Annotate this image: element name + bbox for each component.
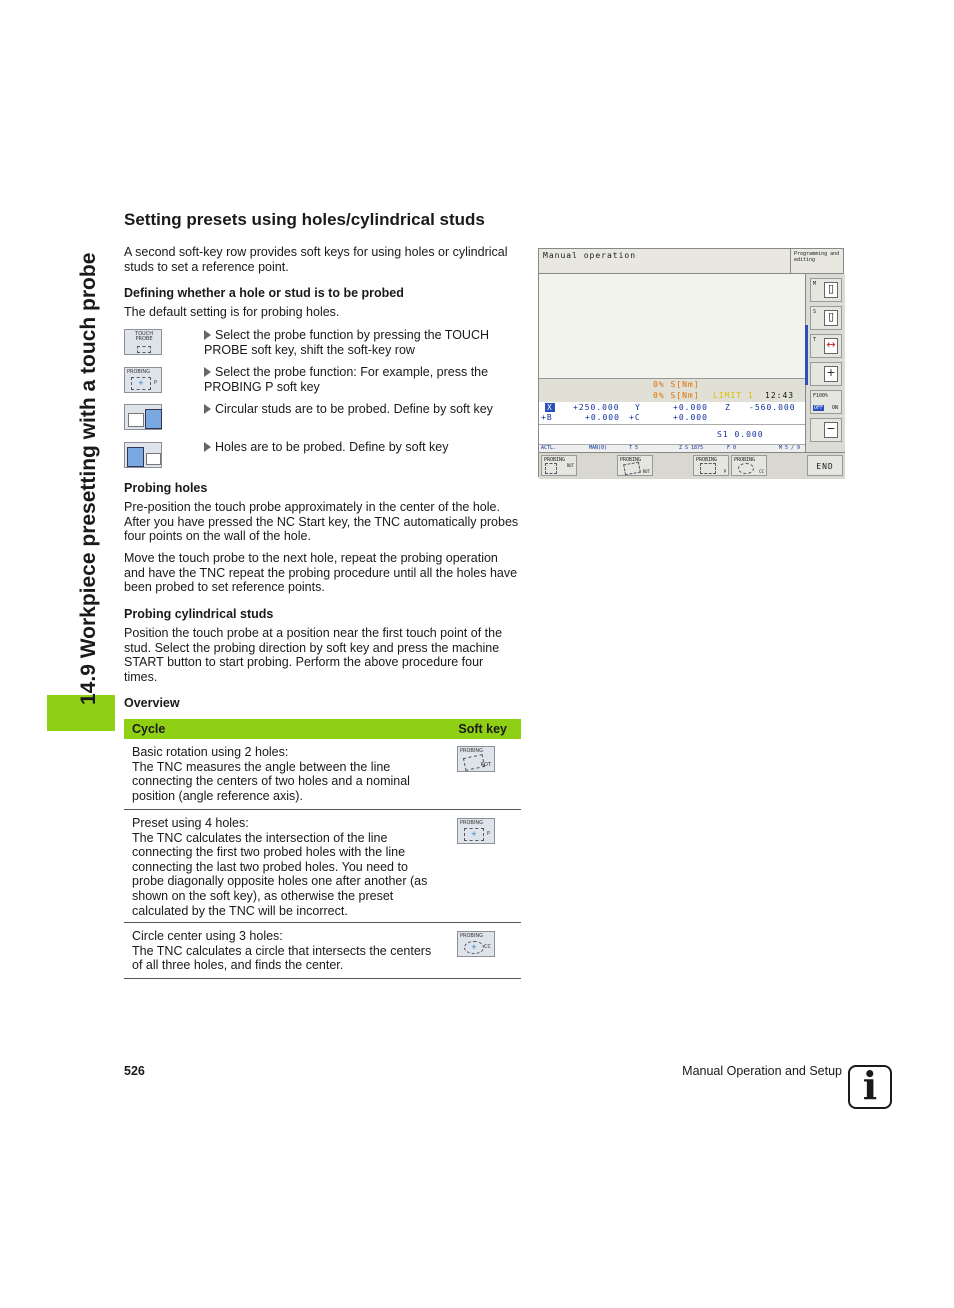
key-label: F100% (813, 393, 829, 399)
key-sub: P (723, 469, 726, 474)
crosshair-icon: + (471, 830, 477, 838)
step-4 (204, 440, 514, 455)
table-header (124, 719, 521, 739)
screen-key-minus (810, 418, 842, 442)
page-number: 526 (124, 1064, 145, 1078)
screen-main-area (539, 274, 805, 378)
key-label: S (813, 309, 817, 315)
softkey-label: PROBING (460, 933, 483, 939)
screen-softkey-4 (731, 455, 767, 476)
row-title: Basic rotation using 2 holes: (132, 745, 289, 759)
screen-key-plus (810, 362, 842, 386)
key-label: PROBING (544, 457, 566, 463)
screen-status-area (539, 378, 805, 402)
footer-title: Manual Operation and Setup (682, 1064, 842, 1078)
step-2 (204, 365, 514, 394)
info-tool: T 5 (629, 445, 639, 451)
step-text: Holes are to be probed. Define by soft key (215, 440, 449, 454)
overview-table (124, 719, 521, 979)
softkey-sub: P (153, 380, 157, 386)
intro-text: A second soft-key row provides soft keys for using holes or cylindrical studs to set a reference point. (124, 245, 508, 274)
screen-horizontal-softkeys (539, 452, 845, 479)
axis-b: +B (541, 413, 553, 422)
row-description: The TNC calculates the intersection of the line connecting the first two probed holes with the line connecting the last two probed holes. You need to probe diagonally opposite holes one after another (as shown on the soft key), as otherwise the preset calculated by the TNC will be incorrect. (132, 830, 428, 918)
off-label: OFF (814, 405, 824, 411)
section-heading: Setting presets using holes/cylindrical studs (124, 210, 485, 229)
info-icon: i (848, 1065, 892, 1109)
probing-studs-p1: Position the touch probe at a position near the first touch point of the stud. Select the probing direction by soft key and press the machine START button to start probing. Perform the above procedure four times. (124, 626, 503, 684)
axis-x: X (547, 403, 553, 412)
table-row (124, 923, 521, 979)
defining-heading: Defining whether a hole or stud is to be probed (124, 286, 404, 300)
bullet-triangle-icon (204, 367, 211, 377)
info-mode: MAN(0) (589, 445, 608, 451)
probing-holes-p1: Pre-position the touch probe approximately in the center of the hole. After you have pressed the NC Start key, the TNC automatically probes four points on the wall of the hole. (124, 500, 519, 544)
touch-probe-icon (137, 346, 151, 353)
table-row (124, 739, 521, 810)
key-label: M (813, 281, 817, 287)
probing-holes-heading: Probing holes (124, 481, 208, 495)
probing-cc-softkey (457, 931, 495, 957)
row-text (132, 929, 442, 973)
on-label: ON (831, 405, 838, 411)
spindle-value: S1 0.000 (717, 430, 764, 439)
probing-studs-heading: Probing cylindrical studs (124, 607, 274, 621)
screen-softkey-3 (693, 455, 729, 476)
status-line-1: 0% S[Nm] (653, 380, 700, 389)
row-description: The TNC measures the angle between the line connecting the centers of two holes and a nominal position (angle reference axis). (132, 759, 410, 803)
end-softkey: END (807, 455, 843, 476)
screen-key-s (810, 306, 842, 330)
key-label: T (813, 337, 817, 343)
screen-title: Manual operation (543, 251, 637, 260)
bullet-triangle-icon (204, 442, 211, 452)
table-row (124, 810, 521, 923)
screen-softkey-2 (617, 455, 653, 476)
key-sub: ROT (642, 469, 650, 474)
step-3 (204, 402, 514, 417)
key-label: PROBING (620, 457, 642, 463)
defining-text: The default setting is for probing holes. (124, 305, 340, 319)
holes-icon (127, 447, 144, 467)
hole-highlight-icon (145, 409, 162, 429)
column-cycle: Cycle (132, 722, 166, 736)
step-1 (204, 328, 514, 357)
key-sub: ROT (566, 463, 574, 468)
m-function-icon: ▯ (824, 282, 838, 298)
stud-outline-icon (146, 453, 161, 465)
softkey-label: PROBING (127, 369, 150, 375)
crosshair-icon: + (138, 379, 144, 387)
probing-rot-icon (623, 462, 641, 476)
axis-b-value: +0.000 (585, 413, 620, 422)
screen-mode-label: Programming and editing (794, 251, 840, 263)
step-text: Circular studs are to be probed. Define by soft key (215, 402, 493, 416)
probing-cc-icon (738, 463, 754, 474)
softkey-label: TOUCH PROBE (135, 331, 153, 342)
tnc-screenshot (538, 248, 844, 477)
spindle-icon: ▯ (824, 310, 838, 326)
info-m: M 5 / 9 (779, 445, 801, 451)
probing-icon (545, 463, 557, 474)
screen-title-bar (539, 249, 791, 274)
spindle-line (539, 424, 805, 445)
probing-holes-p2: Move the touch probe to the next hole, repeat the probing operation and have the TNC repeat the probing procedure until all the holes have been probed to set reference points. (124, 551, 518, 595)
row-text (132, 816, 442, 918)
limit-label: LIMIT 1 (713, 391, 754, 400)
step-text: Select the probe function: For example, press the PROBING P soft key (204, 365, 489, 394)
clock: 12:43 (765, 391, 795, 400)
softkey-sub: ROT (480, 762, 491, 768)
info-actl: ACTL. (541, 445, 557, 451)
column-softkey: Soft key (458, 722, 507, 736)
axis-y: Y (635, 403, 641, 412)
softkey-sub: P (486, 831, 490, 837)
screen-key-t (810, 334, 842, 358)
row-description: The TNC calculates a circle that intersects the centers of all three holes, and finds the center. (132, 943, 432, 973)
info-spindle: Z S 1875 (679, 445, 704, 451)
tool-icon: ↔ (824, 338, 838, 354)
plus-icon: + (824, 366, 838, 382)
bullet-triangle-icon (204, 404, 211, 414)
row-title: Circle center using 3 holes: (132, 929, 283, 943)
axis-z: Z (725, 403, 731, 412)
key-label: PROBING (696, 457, 718, 463)
probing-rot-softkey (457, 746, 495, 772)
key-sub: CC (759, 469, 764, 474)
screen-softkey-1 (541, 455, 577, 476)
touch-probe-softkey (124, 329, 162, 355)
position-display (539, 402, 805, 424)
screen-key-feed (810, 390, 842, 414)
row-title: Preset using 4 holes: (132, 816, 249, 830)
side-tab-title: 14.9 Workpiece presetting with a touch probe (77, 252, 100, 705)
screen-vertical-softkeys (805, 274, 845, 452)
softkey-label: PROBING (460, 748, 483, 754)
step-text: Select the probe function by pressing the TOUCH PROBE soft key, shift the soft-key row (204, 328, 489, 357)
overview-heading: Overview (124, 696, 180, 710)
crosshair-icon: + (471, 943, 477, 951)
screen-mode-box (791, 249, 843, 274)
axis-c: +C (629, 413, 641, 422)
bullet-triangle-icon (204, 330, 211, 340)
probing-p-softkey (124, 367, 162, 393)
axis-y-value: +0.000 (673, 403, 708, 412)
probing-p-icon (700, 463, 716, 474)
info-feed: F 0 (727, 445, 737, 451)
row-text (132, 745, 442, 803)
softkey-sub: CC (484, 944, 491, 950)
axis-c-value: +0.000 (673, 413, 708, 422)
screen-key-m (810, 278, 842, 302)
studs-icon (128, 413, 144, 427)
axis-x-value: +250.000 (573, 403, 620, 412)
softkey-label: PROBING (460, 820, 483, 826)
holes-softkey (124, 442, 162, 468)
probing-p-softkey (457, 818, 495, 844)
status-line-2: 0% S[Nm] (653, 391, 700, 400)
active-indicator (805, 325, 808, 385)
key-label: PROBING (734, 457, 756, 463)
minus-icon: − (824, 422, 838, 438)
axis-z-value: -560.000 (749, 403, 796, 412)
studs-softkey (124, 404, 162, 430)
